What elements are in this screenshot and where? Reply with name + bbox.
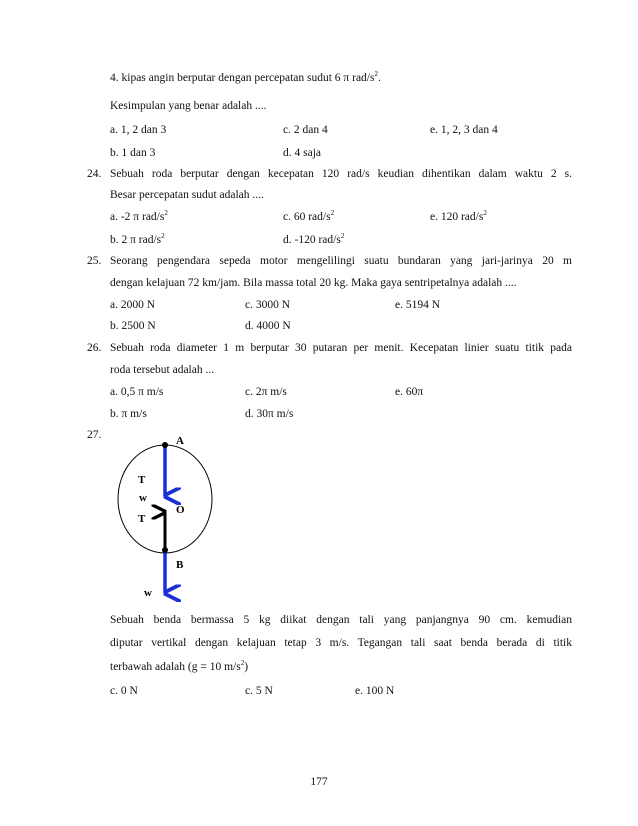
page-number: 177 <box>310 776 328 788</box>
q24-number: 24. <box>87 168 102 180</box>
label-w-mid: w <box>139 492 147 504</box>
q27-line-1: Sebuah benda bermassa 5 kg diikat dengan tali yang panjangnya 90 cm. kemudian <box>110 614 572 626</box>
q24-option-d: d. -120 rad/$s^2$ <box>283 232 345 246</box>
q26-option-e: e. 60π <box>395 386 424 398</box>
q26-option-d: d. 30π m/s <box>245 408 294 420</box>
q25-option-e: e. 5194 N <box>395 299 441 311</box>
label-t-bottom: T <box>138 513 146 525</box>
q25-line-1: Seorang pengendara sepeda motor mengelilingi suatu bundaran yang jari-jarinya 20 m <box>110 255 572 267</box>
q25-option-b: b. 2500 N <box>110 320 156 332</box>
q25-line-2: dengan kelajuan 72 km/jam. Bila massa total 20 kg. Maka gaya sentripetalnya adalah .... <box>110 277 517 289</box>
point-b-dot <box>162 547 168 553</box>
q24-option-a: a. -2 π rad/$s^2$ <box>110 209 168 223</box>
q27-line-2: diputar vertikal dengan kelajuan tetap 3 m/s. Tegangan tali saat benda berada di titik <box>110 637 572 649</box>
q27-option-c2: c. 5 N <box>245 685 273 697</box>
q26-option-c: c. 2π m/s <box>245 386 287 398</box>
q25-number: 25. <box>87 255 102 267</box>
q27-option-c: c. 0 N <box>110 685 138 697</box>
q24-option-e: e. 120 rad/$s^2$ <box>430 209 487 223</box>
q26-option-b: b. π m/s <box>110 408 147 420</box>
q26-number: 26. <box>87 342 102 354</box>
label-b: B <box>176 559 184 571</box>
q24-line-1: Sebuah roda berputar dengan kecepatan 120 rad/s keudian dihentikan dalam waktu 2 s. <box>110 168 572 180</box>
label-w-bottom: w <box>144 587 152 599</box>
q23-option-c: c. 2 dan 4 <box>283 124 328 136</box>
q27-option-e: e. 100 N <box>355 685 395 697</box>
label-o: O <box>176 504 185 516</box>
circular-motion-diagram <box>110 428 240 603</box>
q23-option-a: a. 1, 2 dan 3 <box>110 124 167 136</box>
q25-option-c: c. 3000 N <box>245 299 291 311</box>
q26-option-a: a. 0,5 π m/s <box>110 386 164 398</box>
point-a-dot <box>162 442 168 448</box>
q26-line-2: roda tersebut adalah ... <box>110 364 215 376</box>
q23-option-d: d. 4 saja <box>283 147 322 159</box>
q24-option-b: b. 2 π rad/$s^2$ <box>110 232 165 246</box>
q27-line-3: terbawah adalah (g = 10 $m/s^2$) <box>110 659 249 673</box>
q23-option-b: b. 1 dan 3 <box>110 147 156 159</box>
label-a: A <box>176 435 184 447</box>
circular-motion-svg <box>110 428 240 603</box>
q26-line-1: Sebuah roda diameter 1 m berputar 30 putaran per menit. Kecepatan linier suatu titik pada <box>110 342 572 354</box>
q24-line-2: Besar percepatan sudut adalah .... <box>110 189 264 201</box>
q24-option-c: c. 60 rad/$s^2$ <box>283 209 335 223</box>
q25-option-d: d. 4000 N <box>245 320 291 332</box>
q23-statement-4: 4. kipas angin berputar dengan percepatan sudut 6 π rad/$s^2$. <box>110 70 381 84</box>
label-t-top: T <box>138 474 146 486</box>
q23-option-e: e. 1, 2, 3 dan 4 <box>430 124 498 136</box>
q25-option-a: a. 2000 N <box>110 299 156 311</box>
q23-conclusion: Kesimpulan yang benar adalah .... <box>110 100 267 112</box>
q27-number: 27. <box>87 429 102 441</box>
